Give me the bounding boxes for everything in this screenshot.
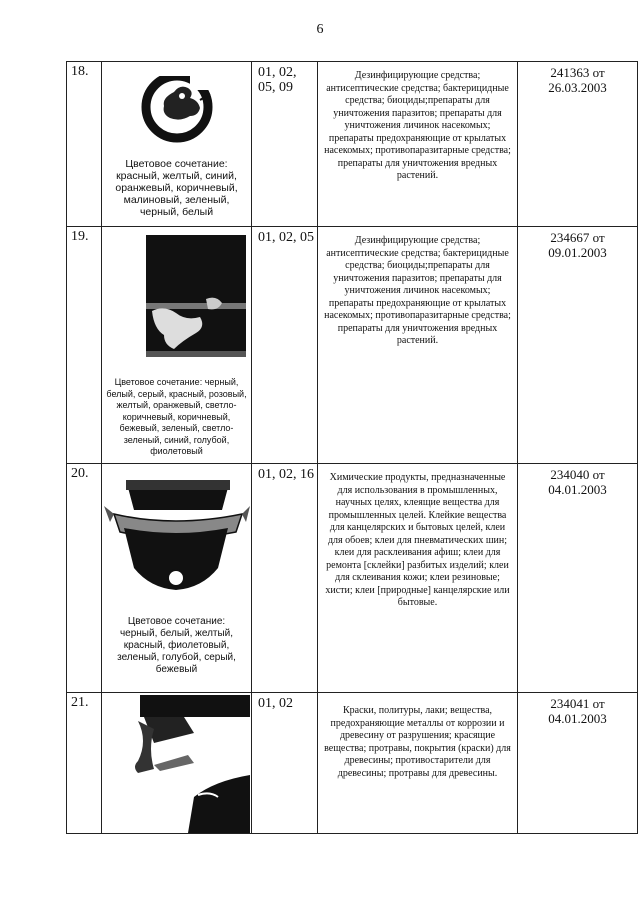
table-row [67, 693, 638, 834]
colors-list: черный, белый, серый, красный, розовый, желтый, оранжевый, светло-коричневый, коричневый, бежевый, зеленый, светло-зеленый, синий, голубой, фиолетовый [106, 377, 247, 456]
classes-cell: 01, 02, 16 [252, 464, 318, 693]
trademark-cell [102, 227, 252, 464]
trademark-image-19 [102, 233, 251, 373]
registration-cell: 234667 от 09.01.2003 [518, 227, 638, 464]
goods-cell: Дезинфицирующие средства; антисептические средства; бактерицидные средства; биоциды;препараты для уничтожения паразитов; препараты для уничтожения личинок насекомых; препараты предохраняющие от крылатых насекомых; противопаразитарные средства; препараты для уничтожения вредных растений. [318, 227, 518, 464]
table-row [67, 464, 638, 693]
trademark-table [66, 61, 638, 834]
trademark-cell [102, 693, 252, 834]
trademark-image-18 [102, 62, 251, 154]
goods-cell: Химические продукты, предназначенные для использования в промышленных, научных целях, клеящие вещества для промышленных целей. Клейкие вещества для канцелярских и бытовых целей, клеи для обоев; клеи для пневматических шин; клеи для расклеивания афиш; клеи для ремонта [склейки] разбитых изделий; клеи для склеивания кожи; клеи резиновые; хисти; клеи [природные] канцелярские или бытовые. [318, 464, 518, 693]
colors-label: Цветовое сочетание: [125, 158, 228, 170]
classes-cell: 01, 02, 05 [252, 227, 318, 464]
classes-cell: 01, 02, 05, 09 [252, 62, 318, 227]
registration-cell: 234041 от 04.01.2003 [518, 693, 638, 834]
page-number: 6 [316, 22, 324, 37]
row-number: 19. [67, 227, 102, 464]
goods-cell: Дезинфицирующие средства; антисептические средства; бактерицидные средства; биоциды;препараты для уничтожения паразитов; препараты для уничтожения личинок насекомых; препараты предохраняющие от крылатых насекомых; противопаразитарные средства; препараты для уничтожения вредных растений. [318, 62, 518, 227]
row-number: 20. [67, 464, 102, 693]
goods-cell: Краски, политуры, лаки; вещества, предохраняющие металлы от коррозии и древесину от разрушения; красящие вещества; протравы, покрытия (краски) для древесины; противостарители для древесины; протравы для древесины. [318, 693, 518, 834]
colors-list: черный, белый, желтый, красный, фиолетовый, зеленый, голубой, серый, бежевый [117, 628, 236, 675]
row-number: 18. [67, 62, 102, 227]
registration-cell: 241363 от 26.03.2003 [518, 62, 638, 227]
table-row [67, 62, 638, 227]
trademark-image-20 [102, 478, 251, 610]
classes-cell: 01, 02 [252, 693, 318, 834]
row-number: 21. [67, 693, 102, 834]
trademark-cell [102, 464, 252, 693]
colors-list: красный, желтый, синий, оранжевый, коричневый, малиновый, зеленый, черный, белый [115, 170, 238, 218]
table-row [67, 227, 638, 464]
trademark-cell [102, 62, 252, 227]
colors-label: Цветовое сочетание: [127, 616, 226, 627]
colors-label: Цветовое сочетание: [114, 377, 203, 387]
registration-cell: 234040 от 04.01.2003 [518, 464, 638, 693]
trademark-image-21 [102, 695, 251, 833]
